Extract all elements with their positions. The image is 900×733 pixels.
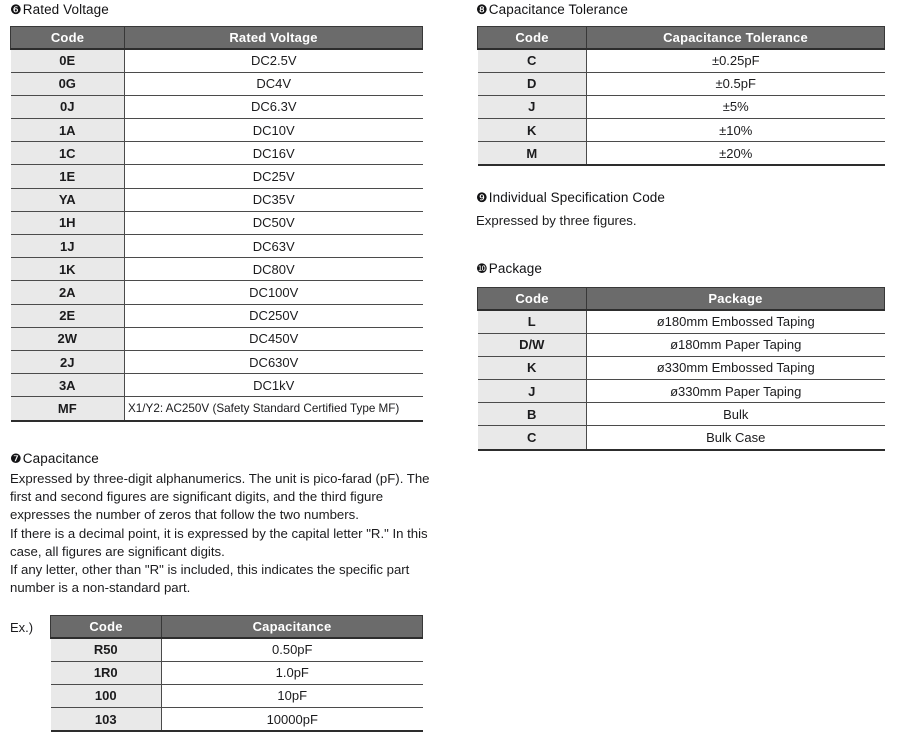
value-cell: 10pF xyxy=(162,684,423,707)
capacitance-description xyxy=(10,470,442,597)
value-cell: ø330mm Paper Taping xyxy=(587,380,885,403)
value-cell: DC50V xyxy=(125,211,423,234)
value-cell: DC63V xyxy=(125,235,423,258)
section-title: Capacitance Tolerance xyxy=(488,2,628,17)
table-row xyxy=(51,708,423,732)
value-cell: DC100V xyxy=(125,281,423,304)
value-cell: Bulk xyxy=(587,403,885,426)
capacitance-example-table xyxy=(50,615,423,732)
column-header: Capacitance xyxy=(162,616,423,638)
code-cell: D/W xyxy=(478,333,587,356)
example-label: Ex.) xyxy=(10,620,34,635)
circled-eight-icon: ❽ xyxy=(476,2,488,17)
code-cell: J xyxy=(478,95,587,118)
circled-six-icon: ❻ xyxy=(10,2,22,17)
code-cell: 2A xyxy=(11,281,125,304)
table-row xyxy=(478,49,885,73)
table-row xyxy=(11,142,423,165)
code-cell: 100 xyxy=(51,684,162,707)
table-row xyxy=(11,165,423,188)
table-header-row xyxy=(11,27,423,49)
code-cell: 0E xyxy=(11,49,125,73)
code-cell: 3A xyxy=(11,374,125,397)
capacitance-tolerance-table xyxy=(477,26,885,166)
code-cell: 1H xyxy=(11,211,125,234)
table-row xyxy=(478,426,885,450)
code-cell: 103 xyxy=(51,708,162,732)
value-cell: DC250V xyxy=(125,304,423,327)
table-row xyxy=(11,72,423,95)
table-row xyxy=(11,49,423,73)
code-cell: K xyxy=(478,356,587,379)
table-row xyxy=(51,638,423,662)
table-row xyxy=(11,327,423,350)
code-cell: R50 xyxy=(51,638,162,662)
section-heading-rated-voltage xyxy=(10,2,109,18)
code-cell: 1A xyxy=(11,119,125,142)
value-cell: DC16V xyxy=(125,142,423,165)
circled-ten-icon: ❿ xyxy=(476,261,488,276)
code-cell: D xyxy=(478,72,587,95)
code-cell: J xyxy=(478,380,587,403)
value-cell: DC80V xyxy=(125,258,423,281)
section-heading-capacitance-tolerance xyxy=(476,2,628,18)
value-cell: DC35V xyxy=(125,188,423,211)
code-cell: L xyxy=(478,310,587,334)
table-header-row xyxy=(478,288,885,310)
individual-specification-note: Expressed by three figures. xyxy=(476,213,637,228)
code-cell: 1R0 xyxy=(51,661,162,684)
code-cell: 1C xyxy=(11,142,125,165)
value-cell: Bulk Case xyxy=(587,426,885,450)
column-header: Rated Voltage xyxy=(125,27,423,49)
code-cell: 2W xyxy=(11,327,125,350)
rated-voltage-table xyxy=(10,26,423,422)
value-cell: ø330mm Embossed Taping xyxy=(587,356,885,379)
paragraph: If there is a decimal point, it is expressed by the capital letter "R." In this case, all figures are significant digits. xyxy=(10,525,428,559)
table-row xyxy=(11,119,423,142)
table-row xyxy=(478,333,885,356)
section-title: Capacitance xyxy=(22,451,99,466)
code-cell: MF xyxy=(11,397,125,421)
column-header: Code xyxy=(11,27,125,49)
table-row xyxy=(478,95,885,118)
value-cell: X1/Y2: AC250V (Safety Standard Certified Type MF) xyxy=(125,397,423,421)
table-header-row xyxy=(51,616,423,638)
table-row xyxy=(11,397,423,421)
table-row xyxy=(478,380,885,403)
value-cell: DC25V xyxy=(125,165,423,188)
table-row xyxy=(11,95,423,118)
code-cell: K xyxy=(478,119,587,142)
table-row xyxy=(478,310,885,334)
circled-seven-icon: ❼ xyxy=(10,451,22,466)
value-cell: ±10% xyxy=(587,119,885,142)
code-cell: M xyxy=(478,142,587,166)
code-cell: 1J xyxy=(11,235,125,258)
section-heading-package xyxy=(476,261,542,277)
section-title: Individual Specification Code xyxy=(488,190,666,205)
value-cell: ø180mm Embossed Taping xyxy=(587,310,885,334)
section-title: Rated Voltage xyxy=(22,2,109,17)
table-row xyxy=(11,304,423,327)
table-row xyxy=(478,403,885,426)
value-cell: DC6.3V xyxy=(125,95,423,118)
code-cell: YA xyxy=(11,188,125,211)
table-row xyxy=(11,211,423,234)
value-cell: DC2.5V xyxy=(125,49,423,73)
code-cell: 0G xyxy=(11,72,125,95)
value-cell: 0.50pF xyxy=(162,638,423,662)
circled-nine-icon: ❾ xyxy=(476,190,488,205)
paragraph: Expressed by three-digit alphanumerics. The unit is pico-farad (pF). The first and second figures are significant digits, and the third figure expresses the number of zeros that follow the two numbers. xyxy=(10,471,430,523)
code-cell: 0J xyxy=(11,95,125,118)
table-row xyxy=(51,684,423,707)
value-cell: DC4V xyxy=(125,72,423,95)
package-table xyxy=(477,287,885,451)
section-heading-capacitance xyxy=(10,451,99,467)
code-cell: 1K xyxy=(11,258,125,281)
value-cell: ±20% xyxy=(587,142,885,166)
value-cell: ±0.5pF xyxy=(587,72,885,95)
code-cell: B xyxy=(478,403,587,426)
value-cell: 1.0pF xyxy=(162,661,423,684)
table-row xyxy=(11,281,423,304)
table-row xyxy=(478,356,885,379)
column-header: Capacitance Tolerance xyxy=(587,27,885,49)
value-cell: DC1kV xyxy=(125,374,423,397)
value-cell: ±0.25pF xyxy=(587,49,885,73)
code-cell: C xyxy=(478,49,587,73)
table-row xyxy=(11,235,423,258)
column-header: Code xyxy=(478,288,587,310)
table-row xyxy=(11,350,423,373)
section-heading-individual-specification xyxy=(476,190,665,206)
code-cell: 2E xyxy=(11,304,125,327)
table-row xyxy=(11,188,423,211)
value-cell: DC450V xyxy=(125,327,423,350)
table-row xyxy=(11,374,423,397)
table-row xyxy=(478,119,885,142)
value-cell: DC10V xyxy=(125,119,423,142)
table-row xyxy=(51,661,423,684)
value-cell: ±5% xyxy=(587,95,885,118)
table-row xyxy=(478,72,885,95)
paragraph: If any letter, other than "R" is included, this indicates the specific part number is a non-standard part. xyxy=(10,562,410,596)
column-header: Code xyxy=(478,27,587,49)
code-cell: 2J xyxy=(11,350,125,373)
table-row xyxy=(478,142,885,166)
section-title: Package xyxy=(488,261,543,276)
value-cell: 10000pF xyxy=(162,708,423,732)
column-header: Package xyxy=(587,288,885,310)
table-header-row xyxy=(478,27,885,49)
code-cell: C xyxy=(478,426,587,450)
column-header: Code xyxy=(51,616,162,638)
code-cell: 1E xyxy=(11,165,125,188)
table-row xyxy=(11,258,423,281)
value-cell: ø180mm Paper Taping xyxy=(587,333,885,356)
value-cell: DC630V xyxy=(125,350,423,373)
